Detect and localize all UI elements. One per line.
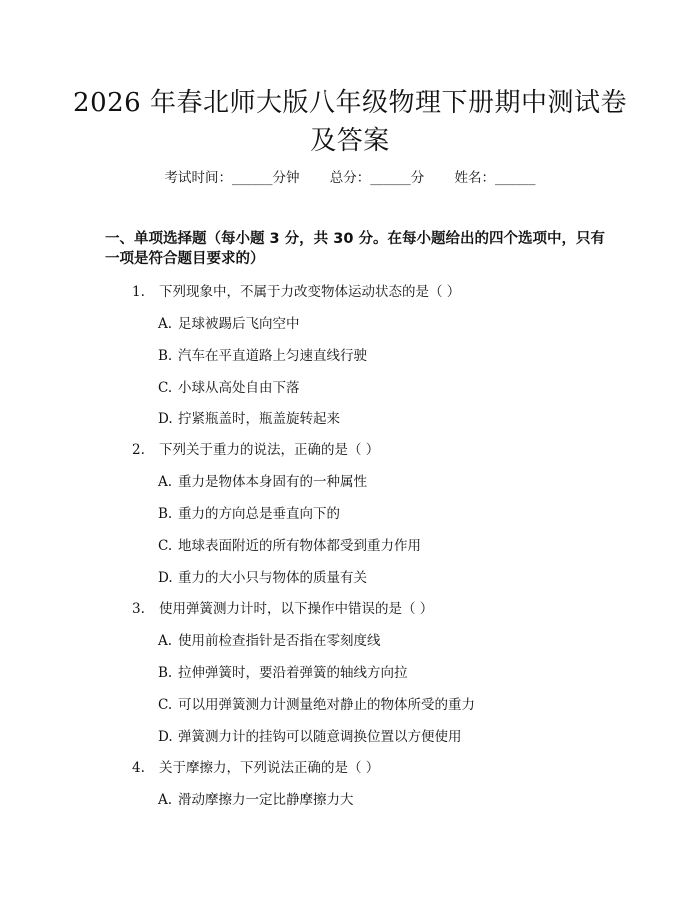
question-text: 关于摩擦力，下列说法正确的是（ ） <box>159 760 380 776</box>
exam-meta <box>0 168 700 188</box>
exam-time-field: 考试时间：______分钟 <box>164 170 300 186</box>
question-2-option-a <box>158 472 367 492</box>
option-letter: A. <box>158 633 173 649</box>
question-1-option-b <box>158 346 367 366</box>
question-1 <box>132 282 460 302</box>
option-letter: D. <box>158 411 173 427</box>
option-letter: B. <box>158 665 173 681</box>
question-4 <box>132 758 379 778</box>
option-text: 滑动摩擦力一定比静摩擦力大 <box>178 792 354 808</box>
option-letter: B. <box>158 348 173 364</box>
question-3-option-d <box>158 727 462 747</box>
option-letter: C. <box>158 697 173 713</box>
question-3 <box>132 599 433 619</box>
question-2-option-b <box>158 504 340 524</box>
option-text: 足球被踢后飞向空中 <box>178 316 300 332</box>
option-text: 弹簧测力计的挂钩可以随意调换位置以方便使用 <box>178 729 462 745</box>
student-name-field: 姓名：______ <box>454 170 536 186</box>
question-3-option-a <box>158 631 381 651</box>
question-number: 3. <box>132 601 145 617</box>
question-1-option-c <box>158 378 300 398</box>
option-letter: A. <box>158 474 173 490</box>
question-number: 1. <box>132 284 145 300</box>
option-letter: C. <box>158 538 173 554</box>
question-text: 下列关于重力的说法，正确的是（ ） <box>159 442 380 458</box>
option-letter: A. <box>158 792 173 808</box>
option-text: 拉伸弹簧时，要沿着弹簧的轴线方向拉 <box>178 665 408 681</box>
question-4-option-a <box>158 790 354 810</box>
question-2 <box>132 440 379 460</box>
question-3-option-c <box>158 695 475 715</box>
question-2-option-c <box>158 536 421 556</box>
question-3-option-b <box>158 663 408 683</box>
total-score-field: 总分：______分 <box>329 170 425 186</box>
option-letter: B. <box>158 506 173 522</box>
option-letter: D. <box>158 570 173 586</box>
page-title: 2026 年春北师大版八年级物理下册期中测试卷及答案 <box>73 88 627 156</box>
section-heading: 一、单项选择题（每小题 3 分，共 30 分。在每小题给出的四个选项中，只有一项是符合题目要求的） <box>105 231 605 267</box>
question-1-option-d <box>158 409 340 429</box>
question-number: 4. <box>132 760 145 776</box>
option-text: 使用前检查指针是否指在零刻度线 <box>178 633 381 649</box>
option-text: 拧紧瓶盖时，瓶盖旋转起来 <box>178 411 340 427</box>
option-letter: D. <box>158 729 173 745</box>
option-text: 重力的大小只与物体的质量有关 <box>178 570 367 586</box>
option-text: 重力的方向总是垂直向下的 <box>178 506 340 522</box>
option-text: 小球从高处自由下落 <box>178 380 300 396</box>
question-text: 使用弹簧测力计时，以下操作中错误的是（ ） <box>159 601 434 617</box>
option-text: 可以用弹簧测力计测量绝对静止的物体所受的重力 <box>178 697 475 713</box>
option-letter: C. <box>158 380 173 396</box>
question-text: 下列现象中，不属于力改变物体运动状态的是（ ） <box>159 284 461 300</box>
option-text: 重力是物体本身固有的一种属性 <box>178 474 367 490</box>
question-2-option-d <box>158 568 367 588</box>
option-letter: A. <box>158 316 173 332</box>
option-text: 汽车在平直道路上匀速直线行驶 <box>178 348 367 364</box>
question-number: 2. <box>132 442 145 458</box>
option-text: 地球表面附近的所有物体都受到重力作用 <box>178 538 421 554</box>
question-1-option-a <box>158 314 300 334</box>
